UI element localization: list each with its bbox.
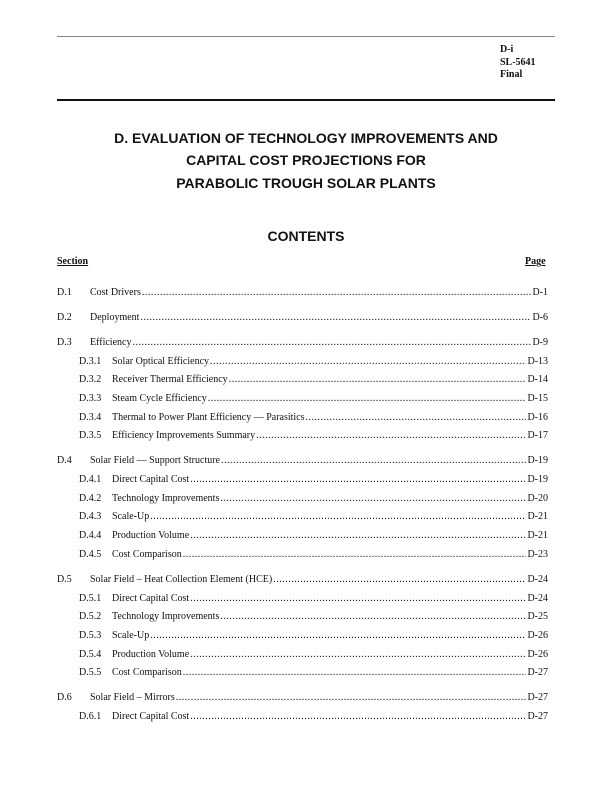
chapter-title-line-1: D. EVALUATION OF TECHNOLOGY IMPROVEMENTS AND (114, 130, 498, 146)
toc-page-number: D-27 (527, 667, 548, 679)
toc-leader-dots (183, 666, 527, 680)
toc-section-number: D.6 (57, 692, 72, 704)
toc-entry[interactable] (57, 629, 548, 648)
toc-section-number: D.5.3 (79, 629, 102, 641)
toc-entry[interactable] (57, 529, 548, 548)
toc-page-number: D-23 (527, 548, 548, 560)
toc-section-title: Production Volume (112, 530, 190, 542)
toc-section-title: Thermal to Power Plant Efficiency — Parasitics (112, 411, 305, 423)
toc-section-number: D.5.4 (79, 648, 102, 660)
toc-leader-dots (190, 592, 526, 606)
toc-entry[interactable] (57, 710, 548, 729)
toc-page-number: D-19 (527, 455, 548, 467)
toc-leader-dots (306, 411, 527, 425)
report-status: Final (500, 69, 523, 80)
toc-page-number: D-21 (527, 530, 548, 542)
toc-section-number: D.3.4 (79, 411, 102, 423)
toc-page-number: D-24 (527, 573, 548, 585)
chapter-title-line-2: CAPITAL COST PROJECTIONS FOR (186, 152, 426, 168)
toc-section-number: D.3.5 (79, 430, 102, 442)
toc-section-title: Steam Cycle Efficiency (112, 393, 207, 405)
toc-section-title: Cost Drivers (90, 287, 141, 298)
toc-page-number: D-19 (527, 474, 548, 486)
toc-section-number: D.4 (57, 455, 72, 467)
toc-entry[interactable] (57, 666, 548, 685)
toc-section-title: Solar Field – Heat Collection Element (HCE) (90, 573, 273, 585)
table-of-contents (57, 286, 548, 729)
section-column-header: Section (57, 256, 89, 267)
toc-section-title: Deployment (90, 311, 140, 323)
page-number: D-i (500, 44, 514, 55)
toc-section-title: Direct Capital Cost (112, 710, 190, 722)
toc-page-number: D-27 (527, 692, 548, 704)
toc-entry[interactable] (57, 454, 548, 473)
toc-entry[interactable] (57, 286, 548, 305)
toc-section-number: D.4.1 (79, 474, 102, 486)
toc-leader-dots (142, 286, 532, 300)
toc-leader-dots (183, 548, 527, 562)
toc-entry[interactable] (57, 492, 548, 511)
toc-entry[interactable] (57, 411, 548, 430)
toc-section-title: Solar Optical Efficiency (112, 355, 210, 367)
toc-section-number: D.3 (57, 336, 72, 348)
toc-page-number: D-9 (532, 336, 548, 348)
toc-entry[interactable] (57, 311, 548, 330)
toc-entry[interactable] (57, 592, 548, 611)
report-number: SL-5641 (500, 56, 536, 68)
toc-leader-dots (190, 648, 526, 662)
toc-section-number: D.5 (57, 573, 72, 585)
toc-entry[interactable] (57, 691, 548, 710)
toc-page-number: D-6 (532, 311, 548, 323)
toc-entry[interactable] (57, 548, 548, 567)
toc-section-title: Efficiency (90, 336, 132, 348)
toc-entry[interactable] (57, 373, 548, 392)
toc-section-title: Cost Comparison (112, 667, 182, 679)
toc-section-number: D.1 (57, 287, 72, 298)
toc-leader-dots (150, 510, 526, 524)
toc-leader-dots (176, 691, 527, 705)
toc-page-number: D-20 (527, 492, 548, 504)
chapter-title-line-3: PARABOLIC TROUGH SOLAR PLANTS (176, 175, 436, 191)
toc-page-number: D-15 (527, 393, 548, 405)
toc-section-number: D.4.2 (79, 492, 102, 504)
toc-section-title: Solar Field — Support Structure (90, 455, 220, 467)
toc-page-number: D-24 (527, 592, 548, 604)
toc-page-number: D-21 (527, 511, 548, 523)
header-top-rule (57, 36, 555, 37)
toc-leader-dots (220, 610, 526, 624)
toc-section-number: D.4.5 (79, 548, 102, 560)
toc-entry[interactable] (57, 510, 548, 529)
toc-page-number: D-13 (527, 355, 548, 367)
toc-leader-dots (190, 529, 526, 543)
toc-leader-dots (229, 373, 527, 387)
toc-section-number: D.3.2 (79, 374, 102, 386)
toc-leader-dots (150, 629, 526, 643)
toc-page-number: D-14 (527, 374, 548, 386)
toc-leader-dots (190, 710, 526, 724)
toc-section-number: D.3.1 (79, 355, 102, 367)
toc-leader-dots (208, 392, 527, 406)
toc-page-number: D-27 (527, 710, 548, 722)
toc-section-title: Direct Capital Cost (112, 474, 190, 486)
toc-section-title: Scale-Up (112, 511, 150, 523)
toc-page-number: D-1 (532, 287, 548, 298)
toc-section-number: D.2 (57, 311, 72, 323)
toc-leader-dots (140, 311, 531, 325)
toc-entry[interactable] (57, 429, 548, 448)
header-bottom-rule (57, 99, 555, 101)
toc-leader-dots (256, 429, 526, 443)
toc-leader-dots (220, 492, 526, 506)
toc-page-number: D-26 (527, 648, 548, 660)
toc-page-number: D-25 (527, 611, 548, 623)
page-column-header: Page (525, 256, 546, 267)
toc-section-title: Cost Comparison (112, 548, 182, 560)
toc-section-title: Receiver Thermal Efficiency (112, 374, 228, 386)
toc-entry[interactable] (57, 610, 548, 629)
toc-section-title: Production Volume (112, 648, 190, 660)
toc-section-title: Direct Capital Cost (112, 592, 190, 604)
toc-entry[interactable] (57, 473, 548, 492)
toc-section-number: D.4.3 (79, 511, 102, 523)
toc-entry[interactable] (57, 648, 548, 667)
toc-entry[interactable] (57, 355, 548, 374)
toc-section-title: Technology Improvements (112, 611, 220, 623)
toc-entry[interactable] (57, 392, 548, 411)
toc-entry[interactable] (57, 336, 548, 355)
toc-page-number: D-26 (527, 629, 548, 641)
toc-leader-dots (221, 454, 526, 468)
toc-section-title: Solar Field – Mirrors (90, 692, 175, 704)
toc-leader-dots (190, 473, 526, 487)
toc-page-number: D-17 (527, 430, 548, 442)
toc-section-number: D.4.4 (79, 530, 102, 542)
toc-leader-dots (132, 336, 531, 350)
contents-heading: CONTENTS (267, 228, 345, 244)
toc-section-title: Technology Improvements (112, 492, 220, 504)
toc-leader-dots (273, 573, 526, 587)
toc-leader-dots (210, 355, 526, 369)
toc-section-number: D.5.2 (79, 611, 102, 623)
toc-section-title: Efficiency Improvements Summary (112, 430, 256, 442)
toc-section-number: D.6.1 (79, 710, 102, 722)
toc-section-title: Scale-Up (112, 629, 150, 641)
toc-entry[interactable] (57, 573, 548, 592)
toc-section-number: D.3.3 (79, 393, 102, 405)
page-header (500, 44, 536, 82)
toc-page-number: D-16 (527, 411, 548, 423)
toc-section-number: D.5.5 (79, 667, 102, 679)
toc-section-number: D.5.1 (79, 592, 102, 604)
